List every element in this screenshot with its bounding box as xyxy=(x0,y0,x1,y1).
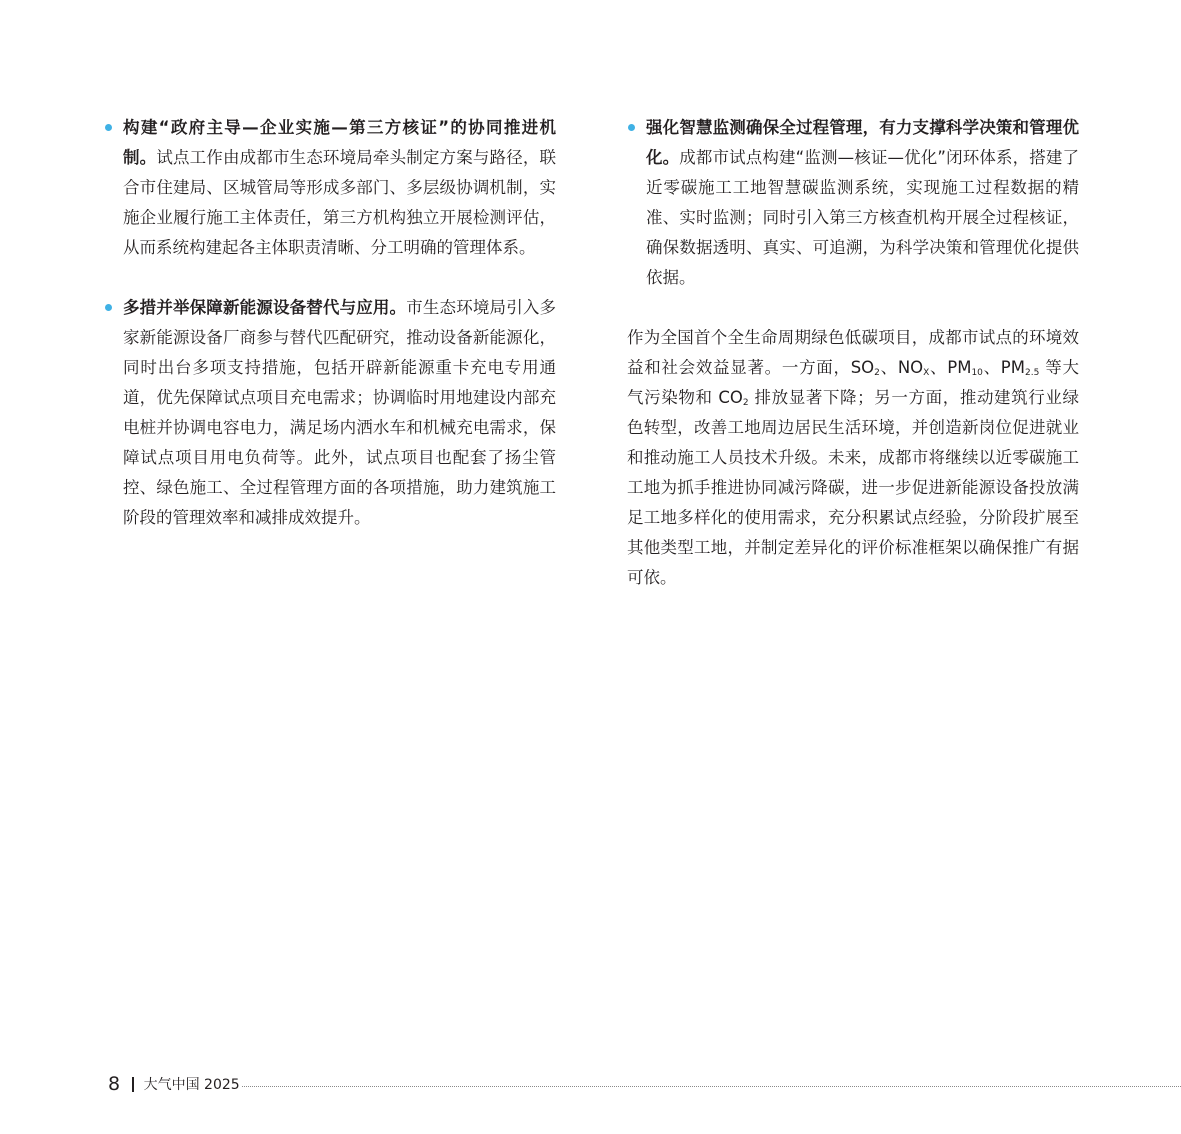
bullet-lead-text: 构建“政府主导—企业实施—第三方核证”的协同推进机制。 xyxy=(123,118,556,167)
bullet-lead-text: 多措并举保障新能源设备替代与应用。 xyxy=(123,298,407,317)
summary-paragraph xyxy=(627,323,1079,593)
bullet-dot-icon xyxy=(105,304,112,311)
subscript: 2.5 xyxy=(1025,368,1040,378)
publication-name: 大气中国 2025 xyxy=(143,1077,240,1093)
footer-separator xyxy=(132,1077,134,1092)
paragraph-text-segment: 等大气污染物和 CO xyxy=(627,358,1079,407)
paragraph-text-segment: 排放显著下降；另一方面，推动建筑行业绿色转型，改善工地周边居民生活环境，并创造新岗位促进就业和推动施工人员技术升级。未来，成都市将继续以近零碳施工工地为抓手推进协同减污降碳，进一步促进新能源设备投放满足工地多样化的使用需求，充分积累试点经验，分阶段扩展至其他类型工地，并制定差异化的评价标准框架以确保推广有据可依。 xyxy=(627,388,1079,587)
footer-dotted-rule xyxy=(242,1086,1181,1087)
bullet-dot-icon xyxy=(628,124,635,131)
page-footer xyxy=(108,1072,1181,1096)
bullet-body-text: 成都市试点构建“监测—核证—优化”闭环体系，搭建了近零碳施工工地智慧碳监测系统，实现施工过程数据的精准、实时监测；同时引入第三方核查机构开展全过程核证，确保数据透明、真实、可追溯，为科学决策和管理优化提供依据。 xyxy=(646,148,1079,287)
bullet-dot-icon xyxy=(105,124,112,131)
bullet-item-new-energy-equipment xyxy=(104,293,556,533)
bullet-item-smart-monitoring xyxy=(627,113,1079,293)
paragraph-text-segment: 作为全国首个全生命周期绿色低碳项目，成都市试点的环境效益和社会效益显著。一方面，SO xyxy=(627,328,1079,377)
page-number: 8 xyxy=(108,1073,121,1095)
subscript: 2 xyxy=(742,398,749,408)
subscript: 10 xyxy=(971,368,983,378)
paragraph-text-segment: 、PM xyxy=(982,358,1025,377)
subscript: X xyxy=(923,368,930,378)
bullet-item-coordination-mechanism xyxy=(104,113,556,263)
bullet-body-text: 试点工作由成都市生态环境局牵头制定方案与路径，联合市住建局、区城管局等形成多部门、多层级协调机制，实施企业履行施工主体责任，第三方机构独立开展检测评估，从而系统构建起各主体职责清晰、分工明确的管理体系。 xyxy=(123,148,557,257)
bullet-lead-text: 强化智慧监测确保全过程管理，有力支撑科学决策和管理优化。 xyxy=(646,118,1079,167)
bullet-body-text: 市生态环境局引入多家新能源设备厂商参与替代匹配研究，推动设备新能源化，同时出台多项支持措施，包括开辟新能源重卡充电专用通道，优先保障试点项目充电需求；协调临时用地建设内部充电桩并协调电容电力，满足场内洒水车和机械充电需求，保障试点项目用电负荷等。此外，试点项目也配套了扬尘管控、绿色施工、全过程管理方面的各项措施，助力建筑施工阶段的管理效率和减排成效提升。 xyxy=(123,298,557,527)
paragraph-text-segment: 、NO xyxy=(879,358,924,377)
paragraph-text-segment: 、PM xyxy=(929,358,972,377)
left-column xyxy=(104,113,556,563)
right-column xyxy=(627,113,1079,593)
subscript: 2 xyxy=(874,368,880,378)
